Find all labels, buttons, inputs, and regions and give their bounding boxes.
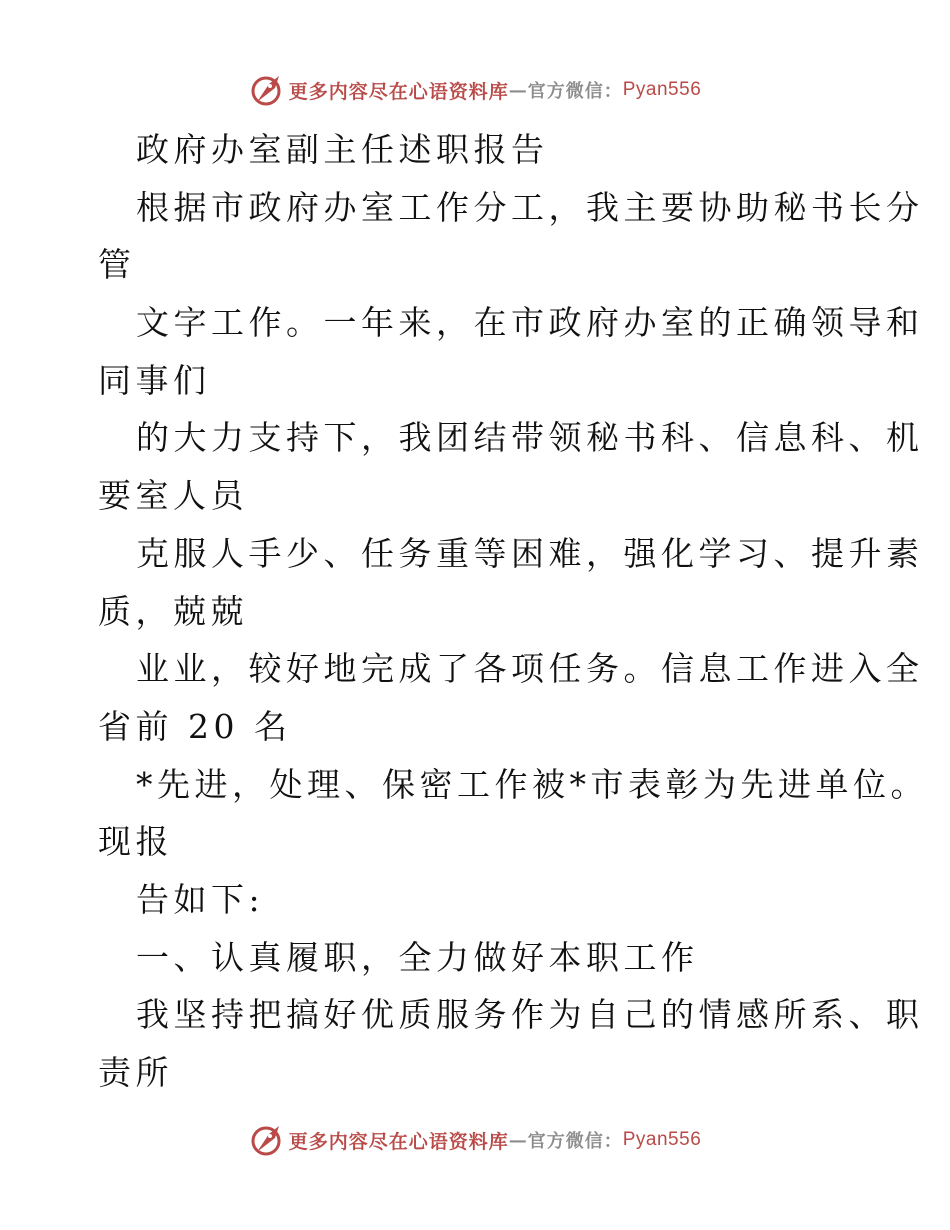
pen-nib-circle-icon xyxy=(249,72,285,108)
text-line: 同事们 xyxy=(98,360,211,400)
banner-title: 更多内容尽在心语资料库 xyxy=(288,1130,509,1153)
text-line: 我坚持把搞好优质服务作为自己的情感所系、职 xyxy=(136,995,924,1035)
text-line: 告如下: xyxy=(136,879,265,919)
text-line: 质，兢兢 xyxy=(98,591,248,631)
text-line: 的大力支持下，我团结带领秘书科、信息科、机 xyxy=(136,418,924,458)
text-line: 责所 xyxy=(98,1053,173,1092)
banner-title: 更多内容尽在心语资料库 xyxy=(288,80,509,103)
text-line: *先进，处理、保密工作被*市表彰为先进单位。 xyxy=(136,764,928,804)
footer-watermark-banner xyxy=(0,1118,950,1162)
text-line: 省前 20 名 xyxy=(98,706,292,746)
header-watermark-banner xyxy=(0,68,950,112)
text-line: 根据市政府办室工作分工，我主要协助秘书长分 xyxy=(136,187,924,227)
pen-nib-circle-icon xyxy=(249,1122,285,1158)
text-line: 管 xyxy=(98,245,136,285)
banner-wechat-label: 官方微信： xyxy=(527,1131,623,1152)
text-line: 文字工作。一年来，在市政府办室的正确领导和 xyxy=(136,303,924,343)
document-body xyxy=(98,121,928,1102)
text-line: 要室人员 xyxy=(98,476,248,516)
banner-separator: — xyxy=(508,1129,528,1151)
banner-wechat-label: 官方微信： xyxy=(527,81,623,102)
text-line: 现报 xyxy=(98,822,173,862)
document-title: 政府办室副主任述职报告 xyxy=(136,130,549,169)
banner-wechat-id: Pyan556 xyxy=(622,79,702,100)
text-line: 一、认真履职，全力做好本职工作 xyxy=(136,937,699,977)
text-line: 业业，较好地完成了各项任务。信息工作进入全 xyxy=(136,649,924,689)
banner-separator: — xyxy=(508,79,528,101)
text-line: 克服人手少、任务重等困难，强化学习、提升素 xyxy=(136,533,924,573)
banner-wechat-id: Pyan556 xyxy=(622,1129,702,1150)
